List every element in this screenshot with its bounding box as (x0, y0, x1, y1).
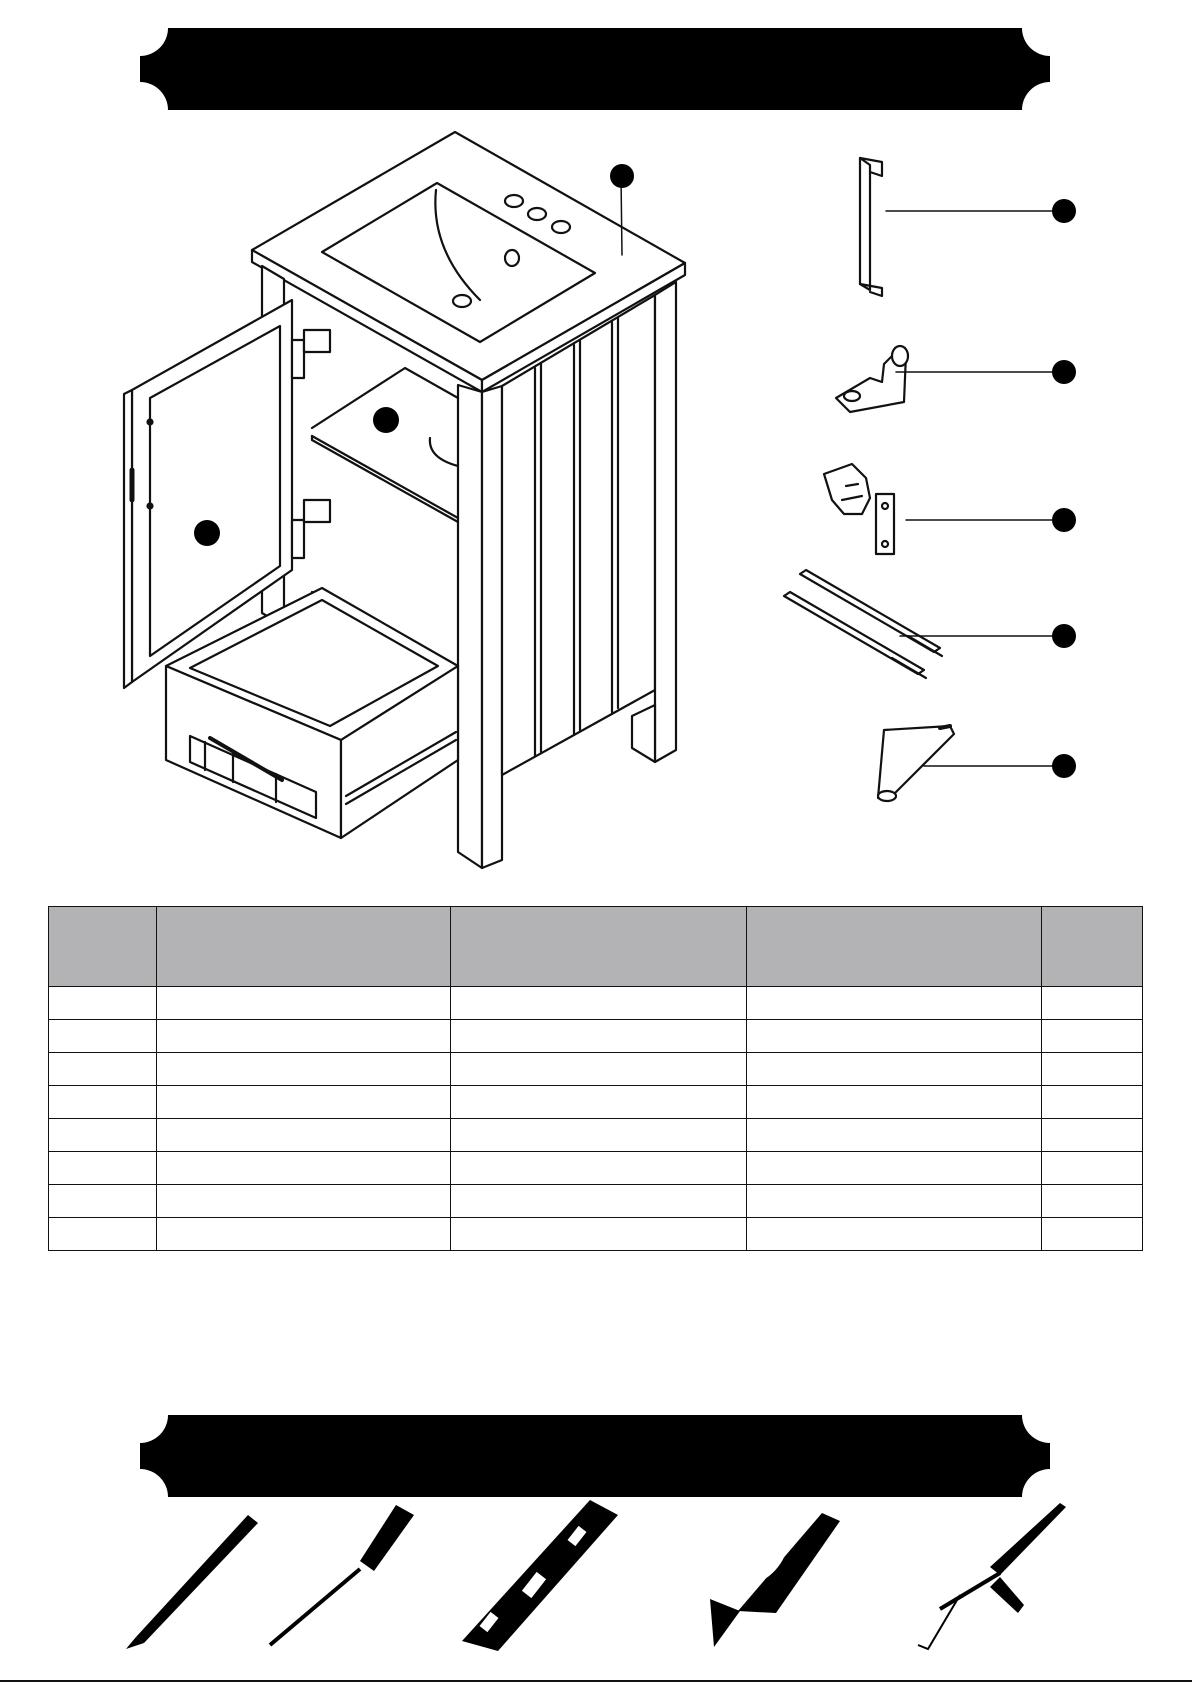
table-cell (157, 1086, 451, 1119)
caulk-gun-icon (918, 1503, 1066, 1649)
level-icon (462, 1500, 618, 1651)
table-cell (49, 1119, 157, 1152)
table-cell (451, 1020, 747, 1053)
table-cell (49, 1185, 157, 1218)
shelf-clip-illustration (836, 346, 1076, 412)
table-row (49, 1020, 1143, 1053)
table-row (49, 1053, 1143, 1086)
table-cell (49, 1218, 157, 1251)
screwdriver-icon (270, 1505, 414, 1645)
callout-g (1052, 624, 1076, 648)
table-cell (157, 1053, 451, 1086)
table-cell (1042, 1152, 1143, 1185)
table-cell (1042, 1053, 1143, 1086)
table-row (49, 1185, 1143, 1218)
table-cell (747, 1119, 1042, 1152)
callout-b (373, 407, 399, 433)
table-cell (747, 1086, 1042, 1119)
table-cell (157, 1185, 451, 1218)
hinge-illustration (824, 464, 1076, 554)
header-cell (157, 907, 451, 987)
table-cell (1042, 1119, 1143, 1152)
table-row (49, 1152, 1143, 1185)
bottom-rule (0, 1680, 1192, 1682)
touch-up-pen-illustration (878, 726, 1076, 801)
callout-h (1052, 754, 1076, 778)
table-row (49, 1119, 1143, 1152)
callout-a (610, 164, 634, 188)
table-cell (157, 1119, 451, 1152)
table-cell (451, 1053, 747, 1086)
table-cell (747, 1152, 1042, 1185)
callout-e (1052, 360, 1076, 384)
table-cell (157, 1218, 451, 1251)
table-cell (157, 987, 451, 1020)
table-cell (49, 1020, 157, 1053)
tools-row (0, 1495, 1192, 1675)
table-cell (157, 1020, 451, 1053)
callout-d (1052, 199, 1076, 223)
table-cell (747, 1020, 1042, 1053)
header-cell (747, 907, 1042, 987)
table-row (49, 1218, 1143, 1251)
table-cell (1042, 1086, 1143, 1119)
callout-f (1052, 508, 1076, 532)
table-cell (747, 1218, 1042, 1251)
utility-knife-icon (710, 1513, 840, 1647)
drawer-slides-illustration (784, 570, 1076, 678)
handle-illustration (860, 158, 1076, 296)
table-cell (49, 1086, 157, 1119)
table-cell (1042, 987, 1143, 1020)
table-cell (747, 987, 1042, 1020)
table-cell (451, 1185, 747, 1218)
callout-c (194, 520, 220, 546)
table-cell (1042, 1218, 1143, 1251)
table-cell (451, 1119, 747, 1152)
table-cell (451, 1086, 747, 1119)
table-cell (157, 1152, 451, 1185)
tools-banner-title (140, 1415, 1050, 1497)
table-cell (49, 987, 157, 1020)
table-cell (747, 1185, 1042, 1218)
table-cell (451, 1218, 747, 1251)
parts-table-header-row (49, 907, 1143, 987)
header-cell (451, 907, 747, 987)
table-cell (451, 1152, 747, 1185)
header-cell (1042, 907, 1143, 987)
table-cell (1042, 1020, 1143, 1053)
header-cell (49, 907, 157, 987)
pencil-icon (126, 1515, 258, 1649)
table-cell (49, 1053, 157, 1086)
table-row (49, 1086, 1143, 1119)
parts-list-table (48, 906, 1143, 1251)
table-cell (49, 1152, 157, 1185)
tools-banner (140, 1415, 1050, 1497)
table-cell (451, 987, 747, 1020)
table-row (49, 987, 1143, 1020)
table-cell (747, 1053, 1042, 1086)
table-cell (1042, 1185, 1143, 1218)
